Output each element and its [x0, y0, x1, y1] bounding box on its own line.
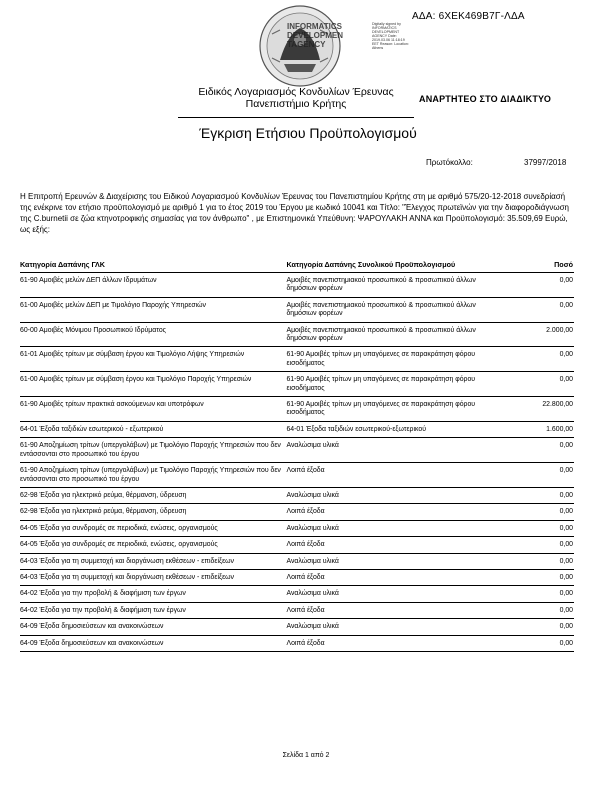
table-row: [20, 487, 574, 503]
amount-cell: 0,00: [488, 520, 574, 536]
budget-category-cell: Λοιπά έξοδα: [286, 463, 488, 488]
amount-cell: 0,00: [488, 347, 574, 372]
budget-category-cell: 61-90 Αμοιβές τρίτων μη υπαγόμενες σε παρακράτηση φόρου εισοδήματος: [286, 347, 488, 372]
table-row: [20, 619, 574, 635]
expense-code-cell: 60-00 Αμοιβές Μόνιμου Προσωπικού Ιδρύματος: [20, 322, 286, 347]
expense-code-cell: 61-90 Αμοιβές τρίτων πρακτικά ασκούμενων και υποτρόφων: [20, 397, 286, 422]
publish-notice: ΑΝΑΡΤΗΤΕΟ ΣΤΟ ΔΙΑΔΙΚΤΥΟ: [419, 94, 552, 104]
amount-cell: 1.600,00: [488, 421, 574, 437]
table-row: [20, 438, 574, 463]
expense-code-cell: 61-90 Αποζημίωση τρίτων (υπεργολάβων) με Τιμολόγιο Παροχής Υπηρεσιών που δεν εντάσσονται στο προσωπικό του έργου: [20, 463, 286, 488]
amount-cell: 0,00: [488, 438, 574, 463]
budget-category-cell: Αναλώσιμα υλικά: [286, 619, 488, 635]
intro-paragraph: Η Επιτροπή Ερευνών & Διαχείρισης του Ειδικού Λογαριασμού Κονδυλίων Έρευνας του Πανεπιστημίου Κρήτης στη με αριθμό 575/20-12-2018 συνεδρίασή της ενέκρινε τον ετήσιο προϋπολογισμό με αριθμό 1 για το έτος 2019 του Έργου με κωδικό 10041 και Τίτλο: "Έλεγχος πρωτεϊνών για την διαφοροδιάγνωση της C.burnetii σε ζώα κτηνοτροφικής σημασίας για τον άνθρωπο" , με Επιστημονικά Υπεύθυνη: ΨΑΡΟΥΛΑΚΗ ΑΝΝΑ και Προϋπολογισμό: 35.509,69 Ευρώ, ως εξής:: [20, 192, 569, 234]
table-row: [20, 397, 574, 422]
expense-code-cell: 61-00 Αμοιβές τρίτων με σύμβαση έργου και Τιμολόγιο Παροχής Υπηρεσιών: [20, 372, 286, 397]
budget-category-cell: Λοιπά έξοδα: [286, 602, 488, 618]
expense-code-cell: 61-00 Αμοιβές μελών ΔΕΠ με Τιμολόγιο Παροχής Υπηρεσιών: [20, 297, 286, 322]
budget-category-cell: Αναλώσιμα υλικά: [286, 487, 488, 503]
expense-code-cell: 64-02 Έξοδα για την προβολή & διαφήμιση των έργων: [20, 602, 286, 618]
column-header-glk: Κατηγορία Δαπάνης ΓΛΚ: [20, 256, 286, 273]
expense-code-cell: 64-03 Έξοδα για τη συμμετοχή και διοργάνωση εκθέσεων - επιδείξεων: [20, 569, 286, 585]
budget-category-cell: Αμοιβές πανεπιστημιακού προσωπικού & προσωπικού άλλων δημόσιων φορέων: [286, 273, 488, 298]
expense-code-cell: 64-05 Έξοδα για συνδρομές σε περιοδικά, ενώσεις, οργανισμούς: [20, 520, 286, 536]
expense-code-cell: 64-05 Έξοδα για συνδρομές σε περιοδικά, ενώσεις, οργανισμούς: [20, 537, 286, 553]
budget-category-cell: Αμοιβές πανεπιστημιακού προσωπικού & προσωπικού άλλων δημόσιων φορέων: [286, 322, 488, 347]
organization-line-1: Ειδικός Λογαριασμός Κονδυλίων Έρευνας: [198, 86, 394, 98]
budget-category-cell: 61-90 Αμοιβές τρίτων μη υπαγόμενες σε παρακράτηση φόρου εισοδήματος: [286, 372, 488, 397]
signature-details: Digitally signed by INFORMATICS DEVELOPMENT AGENCY Date: 2019.03.06 11:18:19 EET Reason: Location: Athens: [372, 22, 409, 50]
column-header-category: Κατηγορία Δαπάνης Συνολικού Προϋπολογισμού: [286, 256, 488, 273]
expense-code-cell: 62-98 Έξοδα για ηλεκτρικό ρεύμα, θέρμανση, ύδρευση: [20, 504, 286, 520]
table-row: [20, 504, 574, 520]
header-divider: [178, 117, 414, 118]
organization-line-2: Πανεπιστήμιο Κρήτης: [245, 98, 347, 110]
amount-cell: 22.800,00: [488, 397, 574, 422]
table-header-row: [20, 256, 574, 273]
table-row: [20, 602, 574, 618]
table-row: [20, 297, 574, 322]
organization-name: [180, 86, 412, 110]
expense-code-cell: 64-03 Έξοδα για τη συμμετοχή και διοργάνωση εκθέσεων - επιδείξεων: [20, 553, 286, 569]
budget-category-cell: Αμοιβές πανεπιστημιακού προσωπικού & προσωπικού άλλων δημόσιων φορέων: [286, 297, 488, 322]
table-row: [20, 569, 574, 585]
table-row: [20, 372, 574, 397]
expense-code-cell: 62-98 Έξοδα για ηλεκτρικό ρεύμα, θέρμανση, ύδρευση: [20, 487, 286, 503]
expense-code-cell: 61-90 Αμοιβές μελών ΔΕΠ άλλων Ιδρυμάτων: [20, 273, 286, 298]
expense-code-cell: 64-09 Έξοδα δημοσιεύσεων και ανακοινώσεων: [20, 619, 286, 635]
table-row: [20, 273, 574, 298]
expense-code-cell: 64-01 Έξοδα ταξιδιών εσωτερικού - εξωτερικού: [20, 421, 286, 437]
table-row: [20, 553, 574, 569]
amount-cell: 0,00: [488, 297, 574, 322]
budget-category-cell: 61-90 Αμοιβές τρίτων μη υπαγόμενες σε παρακράτηση φόρου εισοδήματος: [286, 397, 488, 422]
amount-cell: 0,00: [488, 463, 574, 488]
column-header-amount: Ποσό: [488, 256, 574, 273]
protocol-label: Πρωτόκολλο:: [426, 158, 473, 167]
expense-code-cell: 61-01 Αμοιβές τρίτων με σύμβαση έργου και Τιμολόγιο Λήψης Υπηρεσιών: [20, 347, 286, 372]
table-row: [20, 347, 574, 372]
budget-table-body: [20, 273, 574, 652]
table-row: [20, 586, 574, 602]
amount-cell: 0,00: [488, 553, 574, 569]
table-row: [20, 635, 574, 651]
budget-category-cell: Λοιπά έξοδα: [286, 504, 488, 520]
amount-cell: 0,00: [488, 487, 574, 503]
table-row: [20, 537, 574, 553]
amount-cell: 0,00: [488, 619, 574, 635]
budget-category-cell: Αναλώσιμα υλικά: [286, 520, 488, 536]
amount-cell: 0,00: [488, 569, 574, 585]
budget-category-cell: Λοιπά έξοδα: [286, 569, 488, 585]
amount-cell: 0,00: [488, 537, 574, 553]
amount-cell: 0,00: [488, 273, 574, 298]
budget-category-cell: Αναλώσιμα υλικά: [286, 586, 488, 602]
table-row: [20, 520, 574, 536]
budget-category-cell: Αναλώσιμα υλικά: [286, 438, 488, 463]
budget-category-cell: Αναλώσιμα υλικά: [286, 553, 488, 569]
expense-code-cell: 64-09 Έξοδα δημοσιεύσεων και ανακοινώσεων: [20, 635, 286, 651]
budget-table: [20, 256, 574, 652]
ada-code: ΑΔΑ: 6ΧΕΚ469Β7Γ-ΛΔΑ: [412, 11, 525, 22]
document-title: Έγκριση Ετήσιου Προϋπολογισμού: [199, 125, 417, 141]
table-row: [20, 463, 574, 488]
amount-cell: 0,00: [488, 586, 574, 602]
amount-cell: 0,00: [488, 635, 574, 651]
amount-cell: 0,00: [488, 372, 574, 397]
table-row: [20, 421, 574, 437]
table-row: [20, 322, 574, 347]
amount-cell: 2.000,00: [488, 322, 574, 347]
budget-category-cell: Λοιπά έξοδα: [286, 537, 488, 553]
amount-cell: 0,00: [488, 602, 574, 618]
budget-category-cell: Λοιπά έξοδα: [286, 635, 488, 651]
expense-code-cell: 61-90 Αποζημίωση τρίτων (υπεργολάβων) με Τιμολόγιο Παροχής Υπηρεσιών που δεν εντάσσονται στο προσωπικό του έργου: [20, 438, 286, 463]
page-number: Σελίδα 1 από 2: [282, 752, 330, 759]
budget-category-cell: 64-01 Έξοδα ταξιδιών εσωτερικού-εξωτερικού: [286, 421, 488, 437]
signature-seal-text: INFORMATICS DEVELOPMEN TAGENCY: [287, 22, 344, 49]
amount-cell: 0,00: [488, 504, 574, 520]
expense-code-cell: 64-02 Έξοδα για την προβολή & διαφήμιση των έργων: [20, 586, 286, 602]
protocol-number: 37997/2018: [524, 158, 567, 167]
